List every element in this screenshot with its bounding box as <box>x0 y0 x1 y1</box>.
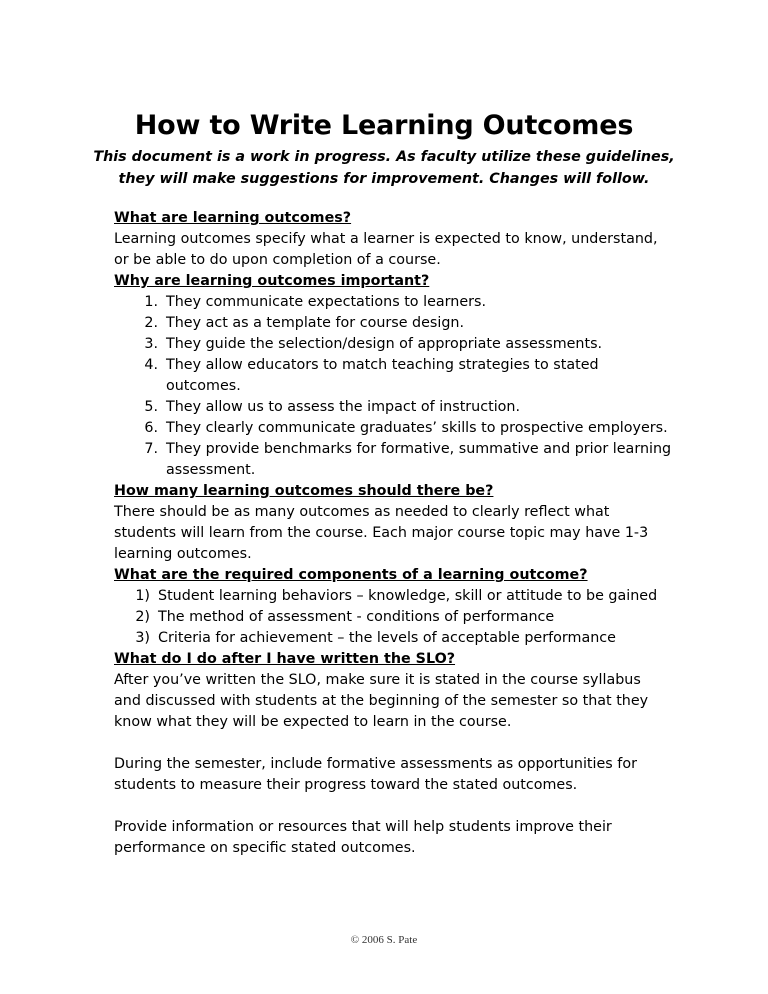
heading-how-many: How many learning outcomes should there be? <box>114 483 494 499</box>
list-text: They clearly communicate graduates’ skills to prospective employers. <box>166 420 668 436</box>
list-text: They allow educators to match teaching strategies to stated outcomes. <box>166 357 599 394</box>
heading-after: What do I do after I have written the SLO? <box>114 651 456 667</box>
list-number: 5. <box>144 399 158 415</box>
list-number: 1) <box>135 588 150 604</box>
list-item <box>114 313 674 334</box>
list-text: Criteria for achievement – the levels of acceptable performance <box>158 630 616 646</box>
heading-why: Why are learning outcomes important? <box>114 273 430 289</box>
list-item <box>114 292 674 313</box>
subtitle: This document is a work in progress. As faculty utilize these guidelines, they will make suggestions for improvement. Changes will follow. <box>93 149 675 187</box>
list-text: They provide benchmarks for formative, summative and prior learning assessment. <box>166 441 672 478</box>
list-number: 1. <box>144 294 158 310</box>
list-item <box>114 628 674 649</box>
page-title: How to Write Learning Outcomes <box>134 110 634 141</box>
paragraph-what: Learning outcomes specify what a learner is expected to know, understand, or be able to do upon completion of a course. <box>114 231 658 268</box>
copyright-footer: © 2006 S. Pate <box>350 934 418 946</box>
paragraph-after-1: After you’ve written the SLO, make sure it is stated in the course syllabus and discussed with students at the beginning of the semester so that they know what they will be expected to learn in the course. <box>114 672 649 730</box>
list-number: 7. <box>144 441 158 457</box>
heading-what: What are learning outcomes? <box>114 210 352 226</box>
paragraph-spacer <box>114 733 674 754</box>
list-text: They act as a template for course design. <box>166 315 465 331</box>
list-item <box>114 586 674 607</box>
list-item <box>114 439 674 481</box>
paragraph-how-many: There should be as many outcomes as needed to clearly reflect what students will learn from the course. Each major course topic may have 1-3 learning outcomes. <box>114 504 649 562</box>
list-number: 3) <box>135 630 150 646</box>
list-number: 4. <box>144 357 158 373</box>
paragraph-after-3: Provide information or resources that will help students improve their performance on specific stated outcomes. <box>114 819 612 856</box>
list-item <box>114 607 674 628</box>
list-text: They guide the selection/design of appropriate assessments. <box>166 336 603 352</box>
list-text: They communicate expectations to learners. <box>166 294 486 310</box>
list-item <box>114 355 674 397</box>
list-text: The method of assessment - conditions of performance <box>158 609 555 625</box>
list-number: 6. <box>144 420 158 436</box>
components-list <box>114 586 674 649</box>
list-text: They allow us to assess the impact of instruction. <box>166 399 521 415</box>
paragraph-after-2: During the semester, include formative assessments as opportunities for students to measure their progress toward the stated outcomes. <box>114 756 637 793</box>
list-text: Student learning behaviors – knowledge, skill or attitude to be gained <box>158 588 658 604</box>
why-list <box>114 292 674 481</box>
list-item <box>114 397 674 418</box>
document-body <box>114 208 674 859</box>
list-number: 2) <box>135 609 150 625</box>
list-number: 2. <box>144 315 158 331</box>
list-item <box>114 418 674 439</box>
list-item <box>114 334 674 355</box>
list-number: 3. <box>144 336 158 352</box>
paragraph-spacer <box>114 796 674 817</box>
heading-components: What are the required components of a learning outcome? <box>114 567 588 583</box>
